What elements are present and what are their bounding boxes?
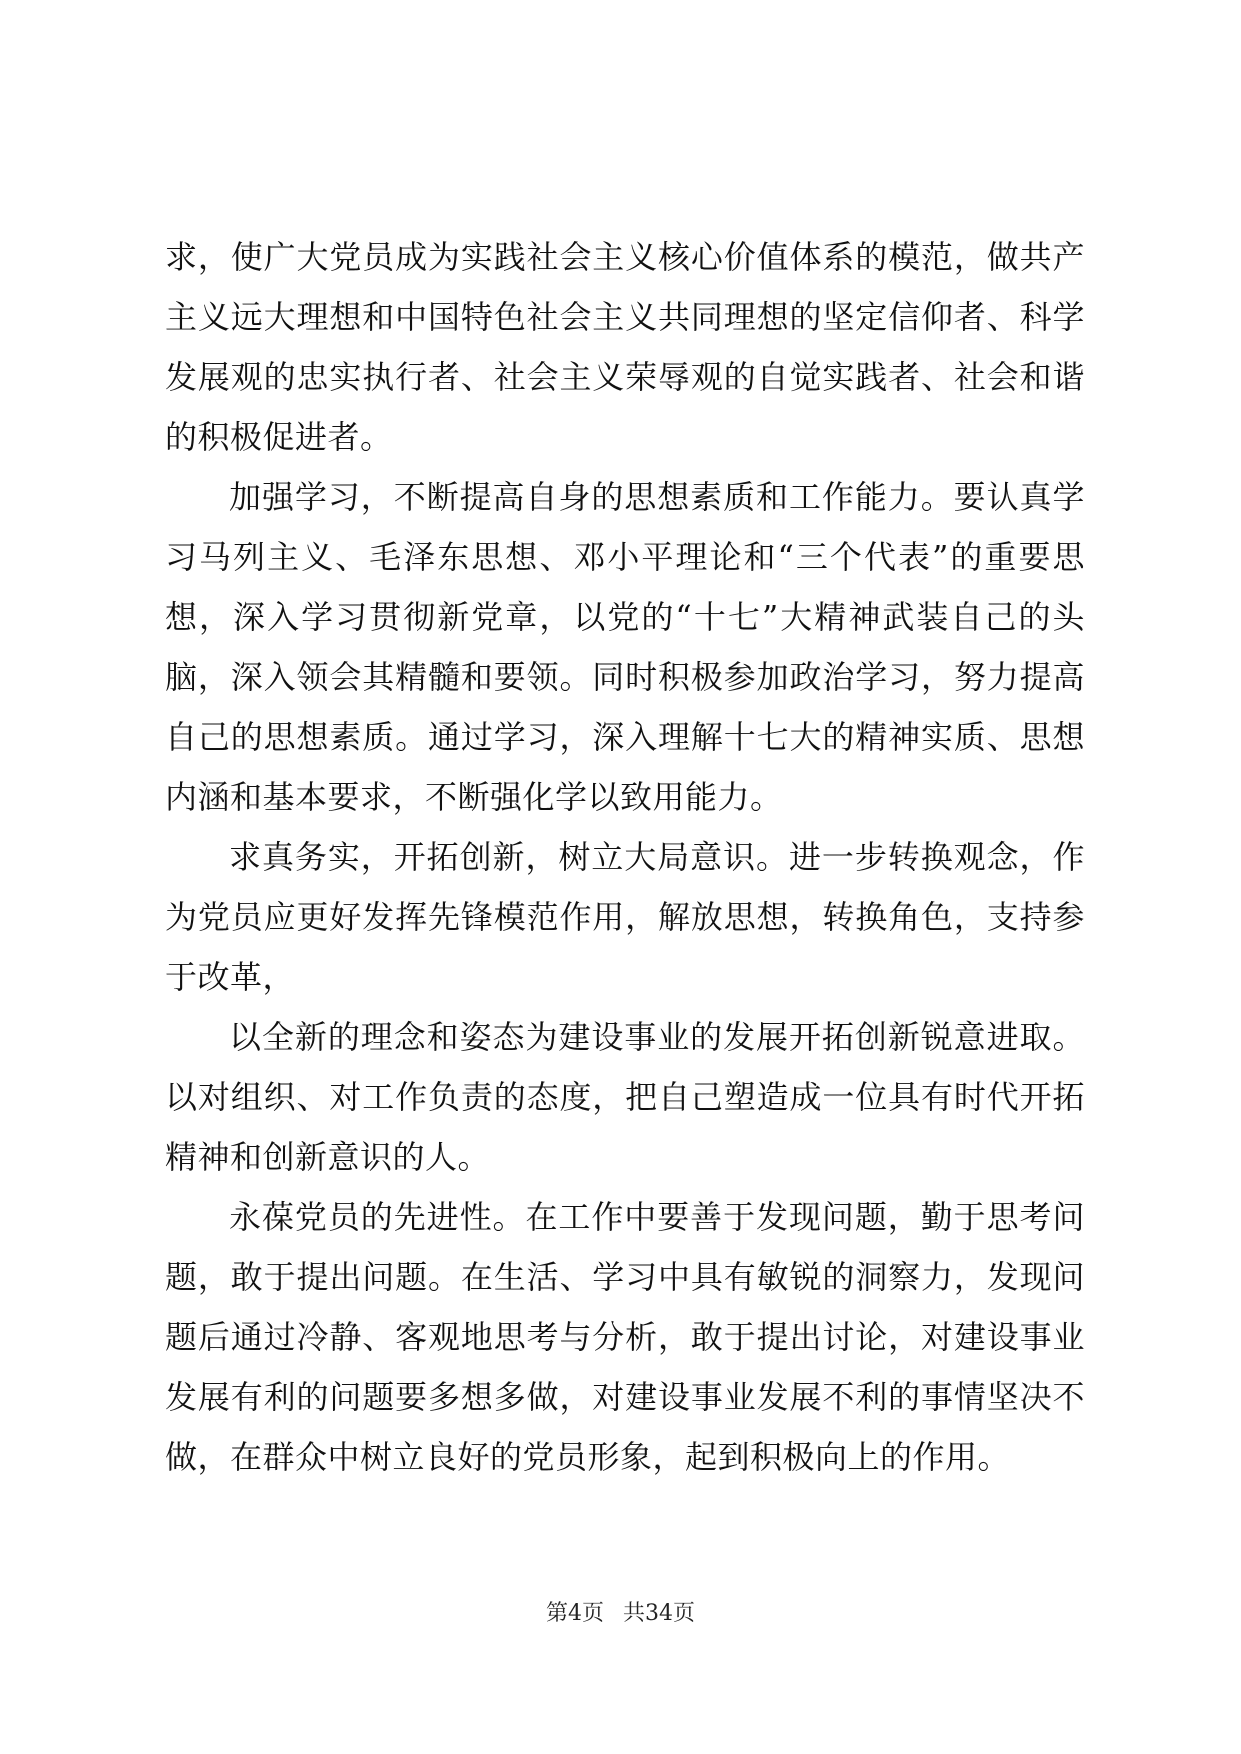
paragraph-4: 以全新的理念和姿态为建设事业的发展开拓创新锐意进取。以对组织、对工作负责的态度，把自己塑造成一位具有时代开拓精神和创新意识的人。 <box>165 1018 1085 1176</box>
page-total: 共34页 <box>623 1601 695 1626</box>
paragraph-2: 加强学习，不断提高自身的思想素质和工作能力。要认真学习马列主义、毛泽东思想、邓小平理论和“三个代表”的重要思想，深入学习贯彻新党章，以党的“十七”大精神武装自己的头脑，深入领会其精髓和要领。同时积极参加政治学习，努力提高自己的思想素质。通过学习，深入理解十七大的精神实质、思想内涵和基本要求，不断强化学以致用能力。 <box>165 478 1085 816</box>
paragraph-5: 永葆党员的先进性。在工作中要善于发现问题，勤于思考问题，敢于提出问题。在生活、学习中具有敏锐的洞察力，发现问题后通过冷静、客观地思考与分析，敢于提出讨论，对建设事业发展有利的问题要多想多做，对建设事业发展不利的事情坚决不做，在群众中树立良好的党员形象，起到积极向上的作用。 <box>165 1198 1085 1476</box>
page-number: 第4页 <box>546 1601 604 1626</box>
paragraph-1: 求，使广大党员成为实践社会主义核心价值体系的模范，做共产主义远大理想和中国特色社会主义共同理想的坚定信仰者、科学发展观的忠实执行者、社会主义荣辱观的自觉实践者、社会和谐的积极促进者。 <box>165 238 1085 456</box>
document-body <box>165 227 1085 1487</box>
page-footer <box>0 1596 1241 1627</box>
paragraph-3: 求真务实，开拓创新，树立大局意识。进一步转换观念，作为党员应更好发挥先锋模范作用，解放思想，转换角色，支持参于改革， <box>165 838 1085 996</box>
